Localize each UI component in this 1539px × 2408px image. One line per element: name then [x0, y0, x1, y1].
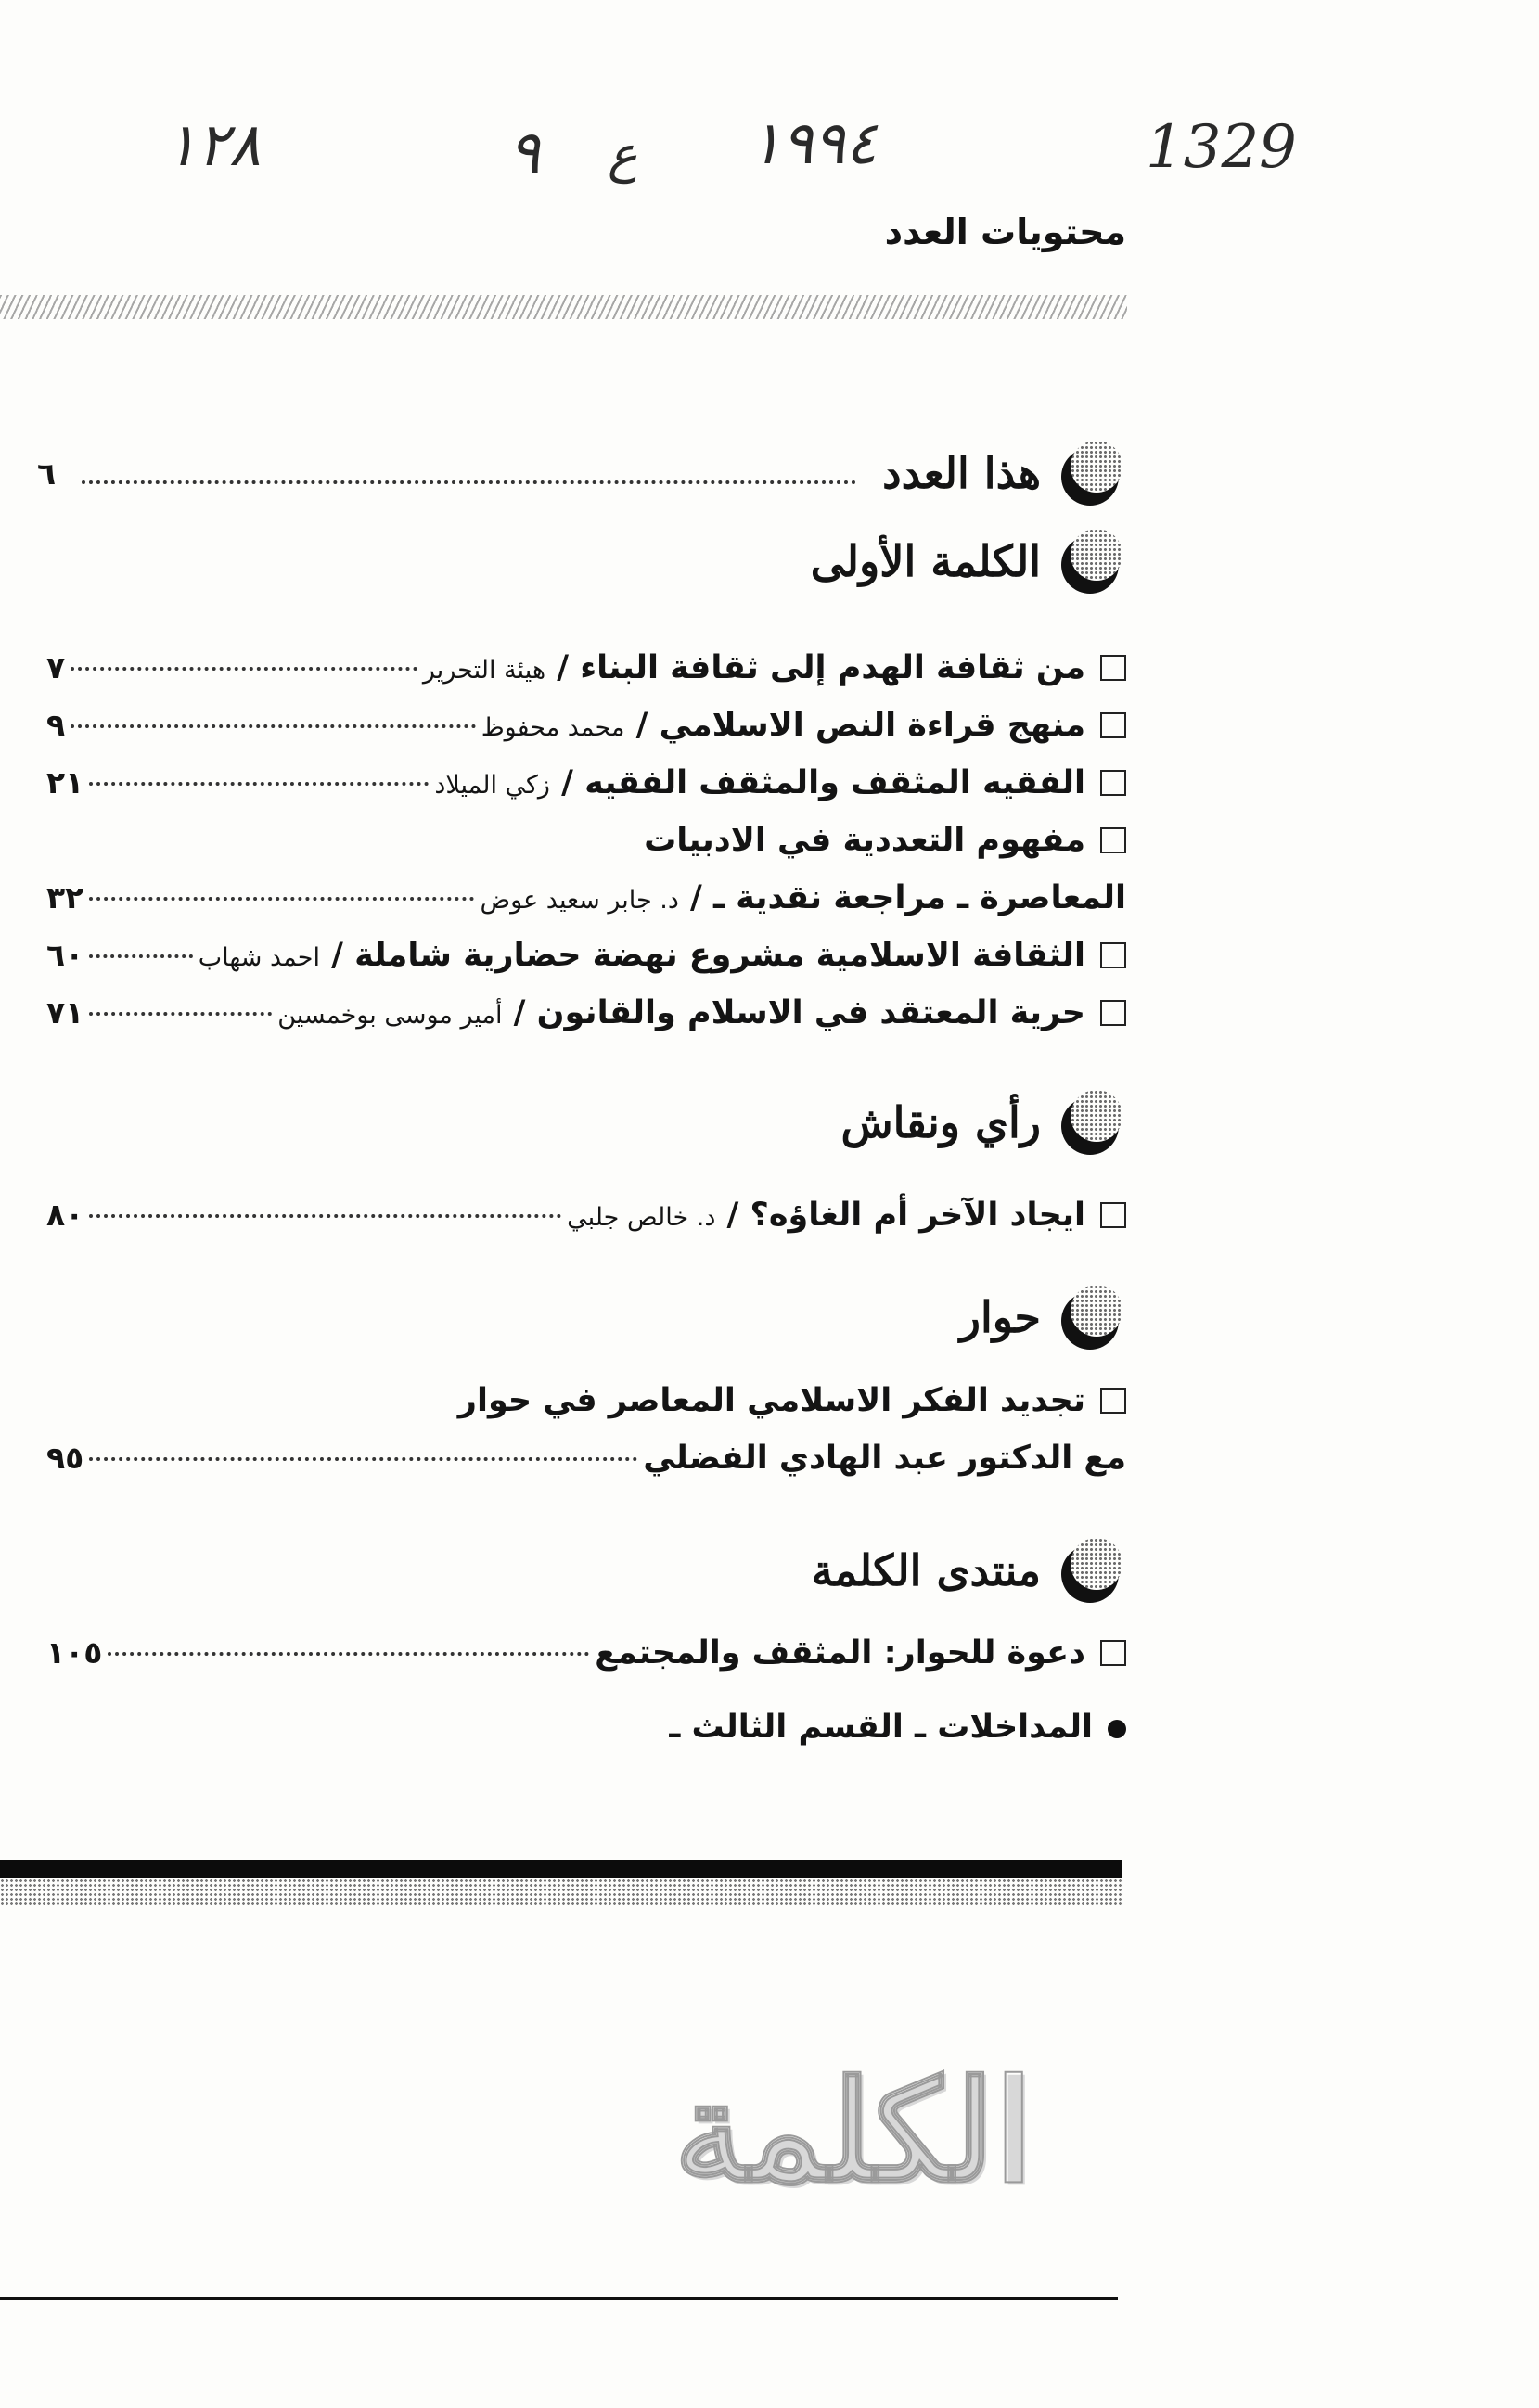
checkbox-bullet-icon	[1100, 770, 1126, 796]
page-title: محتويات العدد	[884, 211, 1126, 252]
dot-leader	[89, 1457, 637, 1461]
page-number: ٨٠	[46, 1197, 84, 1233]
crescent-bullet-icon	[1061, 1090, 1126, 1155]
magazine-logo: الكلمة	[673, 2050, 1033, 2213]
toc-entry-line1	[46, 822, 1126, 859]
checkbox-bullet-icon	[1100, 1388, 1126, 1414]
toc-entry-line2	[46, 879, 1126, 916]
section-dialogue	[960, 1285, 1126, 1350]
page-number: ٧	[46, 649, 66, 685]
entry-title: مفهوم التعددية في الادبيات	[644, 822, 1085, 859]
dot-leader	[89, 897, 474, 901]
section-title: منتدى الكلمة	[811, 1545, 1041, 1595]
header-divider	[0, 295, 1127, 319]
handwritten-year: ١٩٩٤	[750, 109, 878, 178]
checkbox-bullet-icon	[1100, 827, 1126, 853]
section-title: هذا العدد	[882, 448, 1041, 498]
toc-entry	[46, 1634, 1126, 1672]
entry-author: احمد شهاب	[198, 943, 320, 972]
checkbox-bullet-icon	[1100, 1202, 1126, 1228]
entry-author: هيئة التحرير	[422, 656, 546, 685]
bullet-note	[46, 1709, 1126, 1746]
section-this-issue	[37, 441, 1126, 506]
entry-author: أمير موسى بوخمسين	[277, 1001, 503, 1030]
entry-author: محمد محفوظ	[481, 713, 625, 742]
dot-leader	[89, 782, 429, 786]
toc-entry	[46, 994, 1126, 1031]
entry-title: من ثقافة الهدم إلى ثقافة البناء /	[557, 649, 1085, 686]
bullet-note-text: المداخلات ـ القسم الثالث ـ	[669, 1709, 1093, 1746]
page-number: ٣٢	[46, 879, 84, 916]
entry-author: د. خالص جلبي	[567, 1203, 716, 1232]
page-number: ١٠٥	[46, 1634, 103, 1671]
crescent-bullet-icon	[1061, 1285, 1126, 1350]
entry-title: الثقافة الاسلامية مشروع نهضة حضارية شاملة /	[331, 937, 1085, 974]
handwritten-number-right: 1329	[1146, 113, 1297, 182]
crescent-bullet-icon	[1061, 441, 1126, 506]
section-title: الكلمة الأولى	[810, 536, 1041, 586]
dotted-divider	[0, 1878, 1122, 1906]
toc-entry-line2	[46, 1440, 1126, 1477]
crescent-bullet-icon	[1061, 529, 1126, 594]
section-forum	[812, 1538, 1126, 1603]
toc-entry	[46, 764, 1126, 801]
entry-title-continued: المعاصرة ـ مراجعة نقدية ـ /	[690, 879, 1126, 916]
page-number: ٩٥	[46, 1440, 84, 1476]
section-opinion-debate	[841, 1090, 1126, 1155]
page-number: ٦٠	[46, 937, 84, 973]
entry-author: د. جابر سعيد عوض	[480, 886, 679, 915]
page-number: ٩	[46, 707, 66, 743]
dot-leader	[108, 1652, 589, 1656]
entry-title: ايجاد الآخر أم الغاؤه؟ /	[726, 1197, 1085, 1234]
entry-author: زكي الميلاد	[434, 771, 550, 800]
handwritten-mark-a: ٩	[508, 119, 541, 187]
checkbox-bullet-icon	[1100, 1640, 1126, 1666]
entry-title: دعوة للحوار: المثقف والمجتمع	[595, 1634, 1085, 1672]
entry-title: تجديد الفكر الاسلامي المعاصر في حوار	[457, 1382, 1085, 1419]
page-number: ٦	[37, 455, 57, 492]
dot-leader	[71, 724, 476, 728]
entry-title: الفقيه المثقف والمثقف الفقيه /	[561, 764, 1085, 801]
entry-title-continued: مع الدكتور عبد الهادي الفضلي	[643, 1440, 1126, 1477]
handwritten-number-left: ١٢٨	[165, 111, 262, 180]
toc-entry	[46, 707, 1126, 744]
handwritten-mark-b: ع	[608, 125, 638, 184]
page-number: ٢١	[46, 764, 84, 801]
filled-bullet-icon	[1108, 1720, 1126, 1738]
dot-leader	[89, 954, 192, 958]
checkbox-bullet-icon	[1100, 655, 1126, 681]
toc-entry	[46, 937, 1126, 974]
section-title: حوار	[959, 1292, 1041, 1342]
thick-divider	[0, 1860, 1122, 1878]
bottom-rule	[0, 2297, 1118, 2300]
dot-leader	[82, 480, 856, 484]
section-first-word	[811, 529, 1126, 594]
crescent-bullet-icon	[1061, 1538, 1126, 1603]
checkbox-bullet-icon	[1100, 712, 1126, 738]
page-number: ٧١	[46, 994, 84, 1031]
dot-leader	[71, 667, 417, 671]
toc-entry-line1	[46, 1382, 1126, 1419]
entry-title: حرية المعتقد في الاسلام والقانون /	[513, 994, 1085, 1031]
dot-leader	[89, 1012, 272, 1016]
toc-entry	[46, 649, 1126, 686]
checkbox-bullet-icon	[1100, 942, 1126, 968]
entry-title: منهج قراءة النص الاسلامي /	[635, 707, 1085, 744]
checkbox-bullet-icon	[1100, 1000, 1126, 1026]
dot-leader	[89, 1214, 561, 1218]
section-title: رأي ونقاش	[840, 1097, 1041, 1147]
toc-entry	[46, 1197, 1126, 1234]
